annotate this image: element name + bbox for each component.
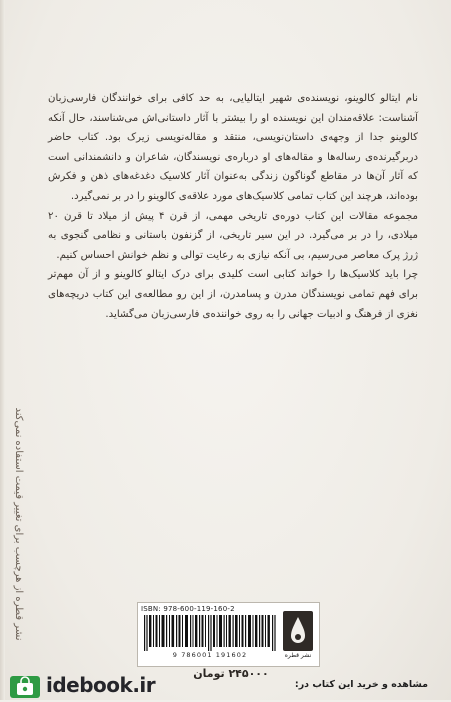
- blurb-text: [48, 89, 418, 324]
- shopping-bag-icon: [10, 676, 40, 698]
- spine-edge: [0, 0, 5, 700]
- barcode-panel: [137, 602, 320, 667]
- isbn-label: ISBN: 978-600-119-160-2: [141, 605, 235, 613]
- watermark-caption: مشاهده و خرید این کتاب در:: [294, 679, 428, 690]
- price-label: ۲۴۵۰۰۰ تومان: [193, 667, 269, 680]
- watermark-logo-text[interactable]: idebook.ir: [46, 673, 156, 697]
- blurb-paragraph-2: مجموعه مقالات این کتاب دوره‌ی تاریخی مهمی، از قرن ۴ پیش از میلاد تا قرن ۲۰ میلادی، را در بر می‌گیرد. در این سیر تاریخی، از گزنفون باستانی و نظامی گنجوی به ژرژ پرک معاصر می‌رسیم، بی آنکه نیازی به رعایت توالی و نظم خوانش احساس کنیم.: [48, 210, 418, 261]
- watermark-bar[interactable]: [0, 672, 451, 700]
- blurb-paragraph-1: نام ایتالو کالوینو، نویسنده‌ی شهیر ایتالیایی، به حد کافی برای خوانندگان فارسی‌زبان آشناست: علاقه‌مندان این نویسنده او را بیشتر با آثار داستانی‌اش می‌شناسند، حال آنکه کالوینو جدا از وجهه‌ی داستان‌نویسی، منتقد و مقاله‌نویسی زیرک بود. کتاب حاضر دربرگیرنده‌ی رساله‌ها و مقاله‌های او درباره‌ی نویسندگان، شاعران و دانشمندانی است که آثار آن‌ها در مقاطع گوناگون زندگی به‌عنوان آثار کلاسیک دغدغه‌های ذهن و فکرش بوده‌اند، هرچند این کتاب تمامی کلاسیک‌های مورد علاقه‌ی کالوینو را در بر نمی‌گیرد.: [48, 93, 418, 202]
- publisher-name: نشر قطره: [284, 652, 312, 659]
- price-sticker-note: نشر قطره از هرچسب برای تغییر قیمت استفاده نمی‌کند: [13, 407, 24, 641]
- blurb-paragraph-3: چرا باید کلاسیک‌ها را خواند کتابی است کلیدی برای درک ایتالو کالوینو و از آن مهم‌تر برای فهم تمامی نویسندگان مدرن و پسامدرن، از این رو مطالعه‌ی این کتاب دریچه‌های نغزی از فرهنگ و ادبیات جهانی را به روی خواننده‌ی فارسی‌زبان می‌گشاید.: [48, 269, 418, 320]
- barcode-number: 9 786001 191602: [172, 651, 248, 659]
- barcode-bars: [142, 615, 278, 651]
- drop-icon: [283, 611, 313, 651]
- publisher-logo: [283, 611, 313, 651]
